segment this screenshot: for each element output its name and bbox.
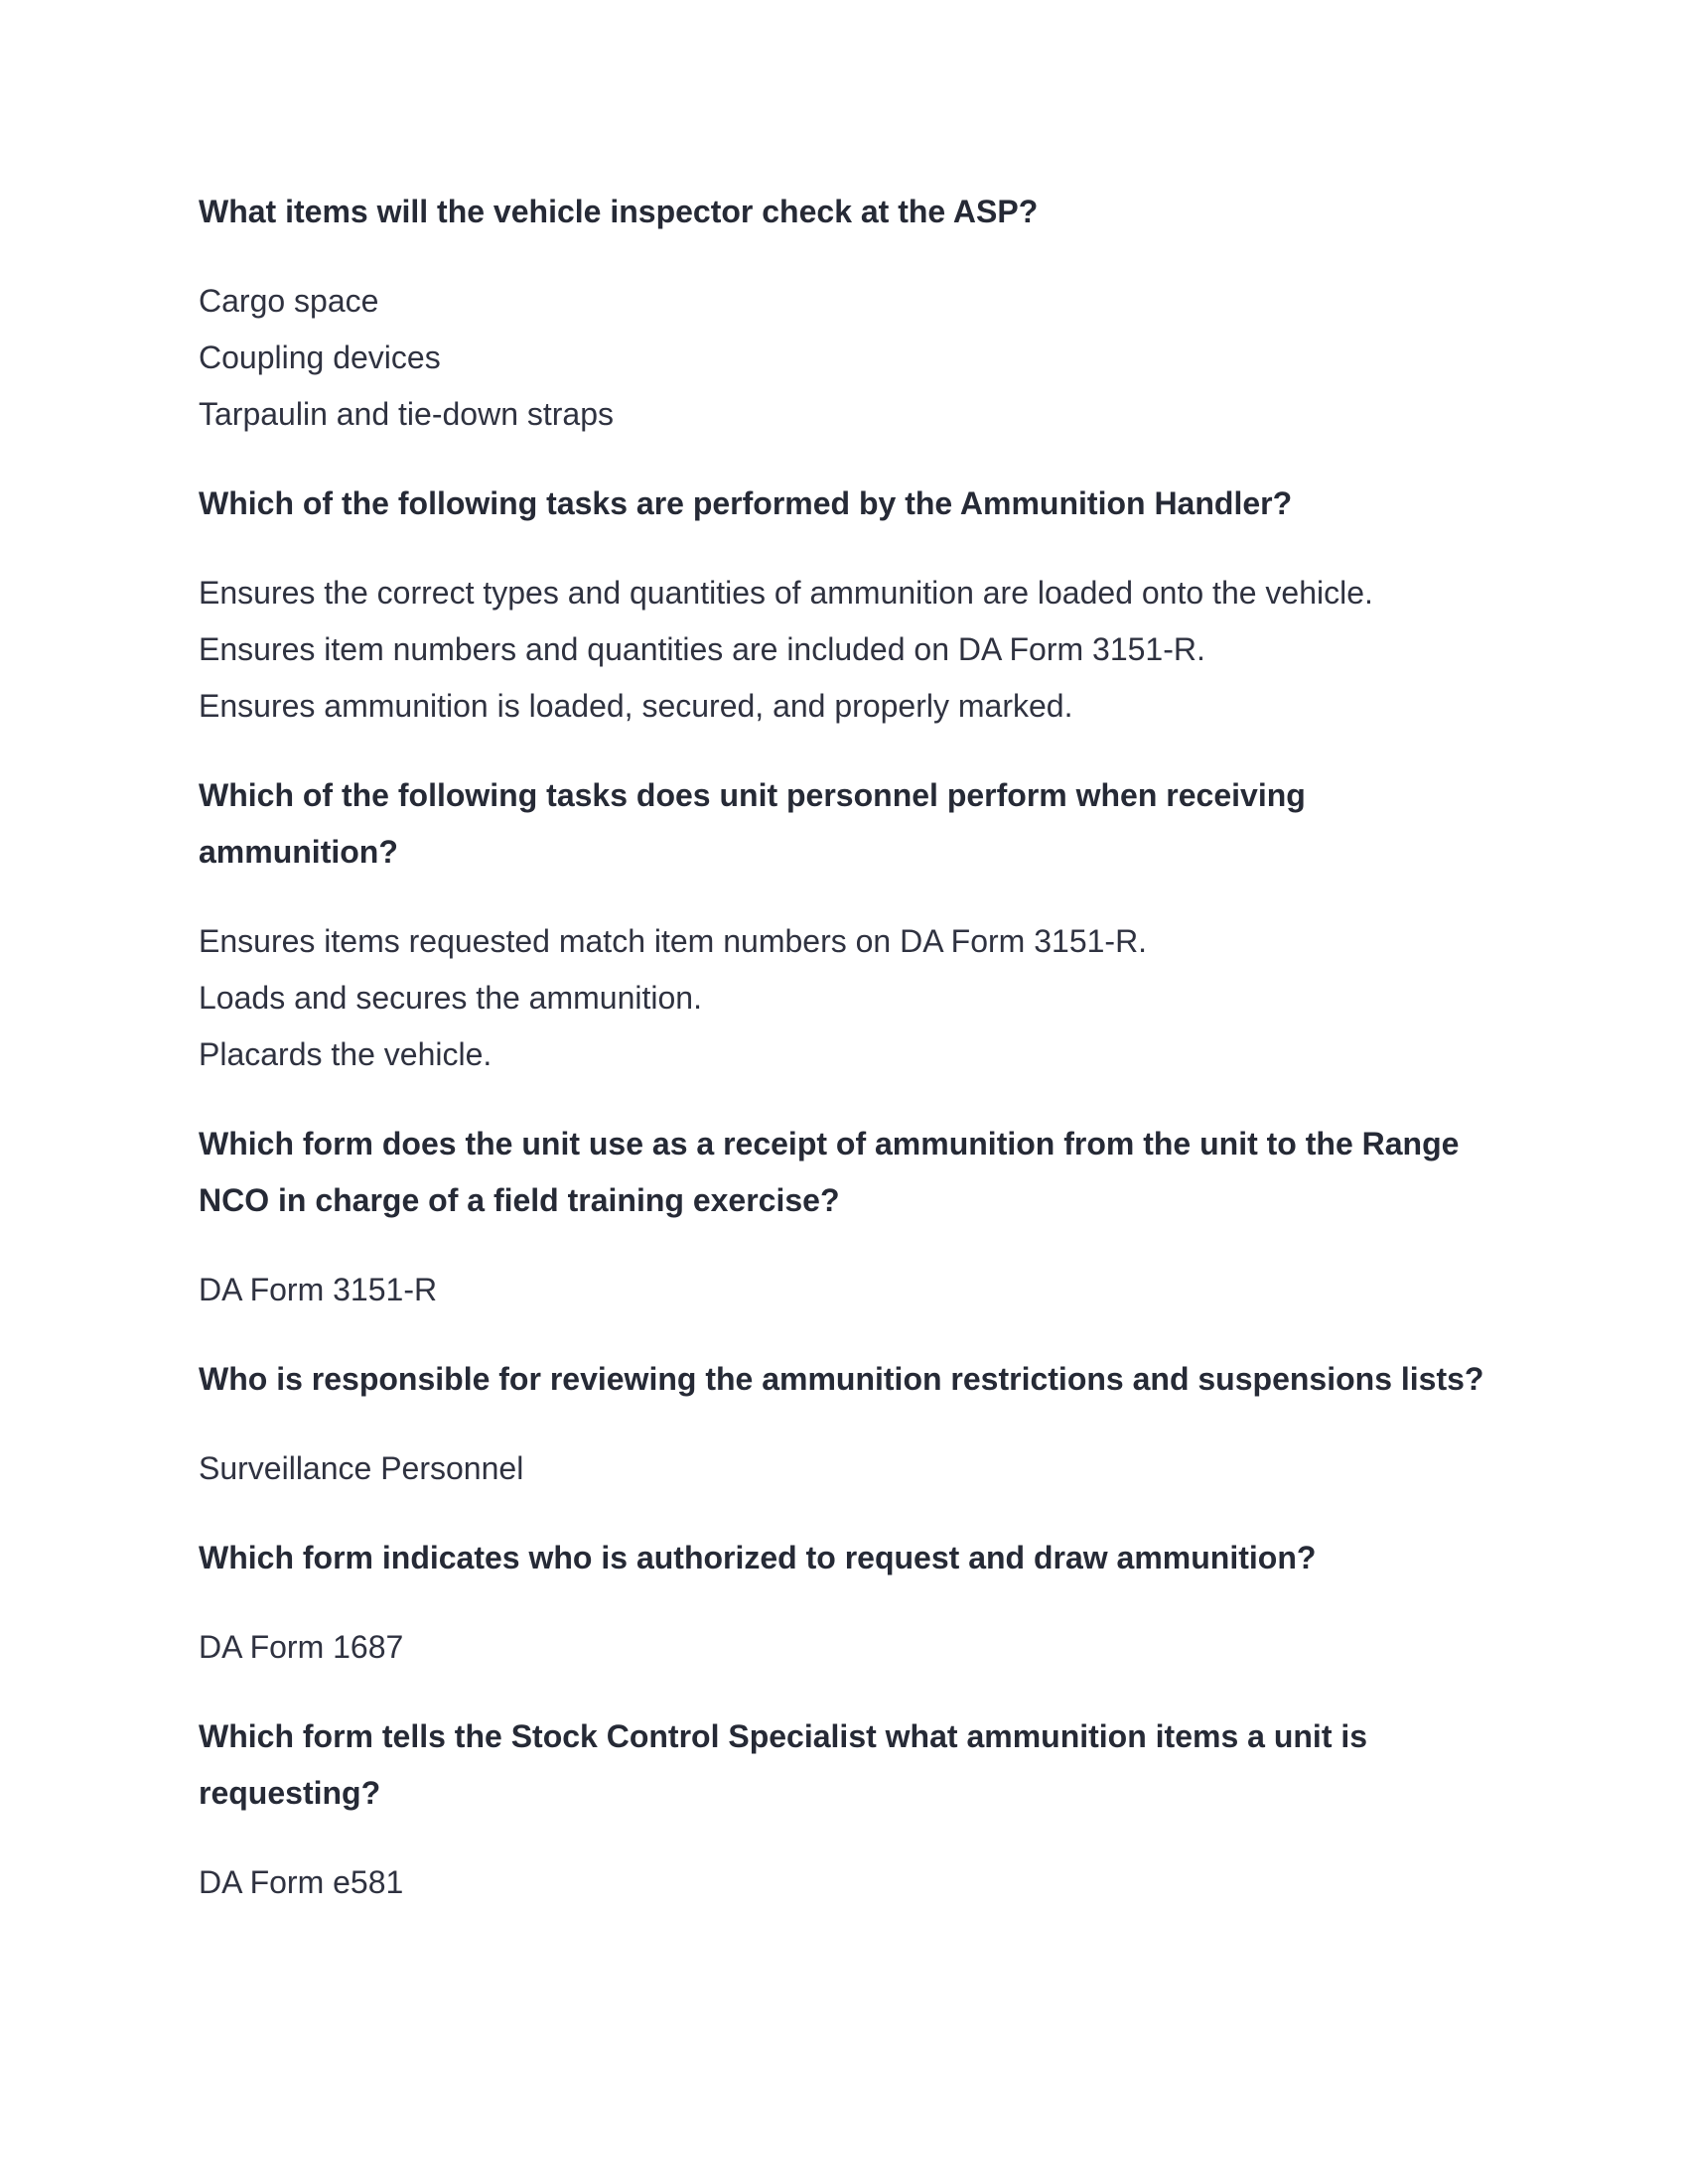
document-page	[199, 184, 1489, 1944]
answer-item: Ensures items requested match item numbers on DA Form 3151-R.	[199, 923, 1148, 959]
qa-block-6	[199, 1530, 1489, 1676]
question-heading: What items will the vehicle inspector check at the ASP?	[199, 194, 1039, 229]
answer-item: Ensures ammunition is loaded, secured, and properly marked.	[199, 688, 1073, 724]
answer-item: Ensures the correct types and quantities of ammunition are loaded onto the vehicle.	[199, 575, 1373, 611]
qa-block-3	[199, 767, 1489, 1083]
answer-list	[199, 1619, 1489, 1676]
answer-item: DA Form 3151-R	[199, 1272, 438, 1307]
question-heading: Which form does the unit use as a receipt of ammunition from the unit to the Range NCO in charge of a field training exercise?	[199, 1126, 1460, 1218]
answer-item: Tarpaulin and tie-down straps	[199, 396, 615, 432]
answer-list	[199, 273, 1489, 443]
answer-list	[199, 913, 1489, 1083]
answer-list	[199, 1854, 1489, 1911]
answer-item: Ensures item numbers and quantities are included on DA Form 3151-R.	[199, 631, 1205, 667]
answer-item: Loads and secures the ammunition.	[199, 980, 702, 1016]
answer-item: DA Form e581	[199, 1864, 404, 1900]
answer-list	[199, 1440, 1489, 1497]
qa-block-1	[199, 184, 1489, 443]
qa-block-7	[199, 1708, 1489, 1911]
answer-item: Surveillance Personnel	[199, 1450, 524, 1486]
answer-list	[199, 565, 1489, 735]
qa-block-2	[199, 476, 1489, 735]
question-heading: Which form tells the Stock Control Specialist what ammunition items a unit is requesting?	[199, 1718, 1368, 1811]
question-heading: Which of the following tasks does unit personnel perform when receiving ammunition?	[199, 777, 1306, 870]
answer-item: Cargo space	[199, 283, 379, 319]
answer-item: DA Form 1687	[199, 1629, 404, 1665]
answer-item: Placards the vehicle.	[199, 1036, 492, 1072]
qa-block-4	[199, 1116, 1489, 1318]
answer-list	[199, 1262, 1489, 1318]
qa-block-5	[199, 1351, 1489, 1497]
answer-item: Coupling devices	[199, 340, 441, 375]
question-heading: Which of the following tasks are performed by the Ammunition Handler?	[199, 485, 1293, 521]
question-heading: Which form indicates who is authorized to request and draw ammunition?	[199, 1540, 1317, 1575]
question-heading: Who is responsible for reviewing the ammunition restrictions and suspensions lists?	[199, 1361, 1484, 1397]
